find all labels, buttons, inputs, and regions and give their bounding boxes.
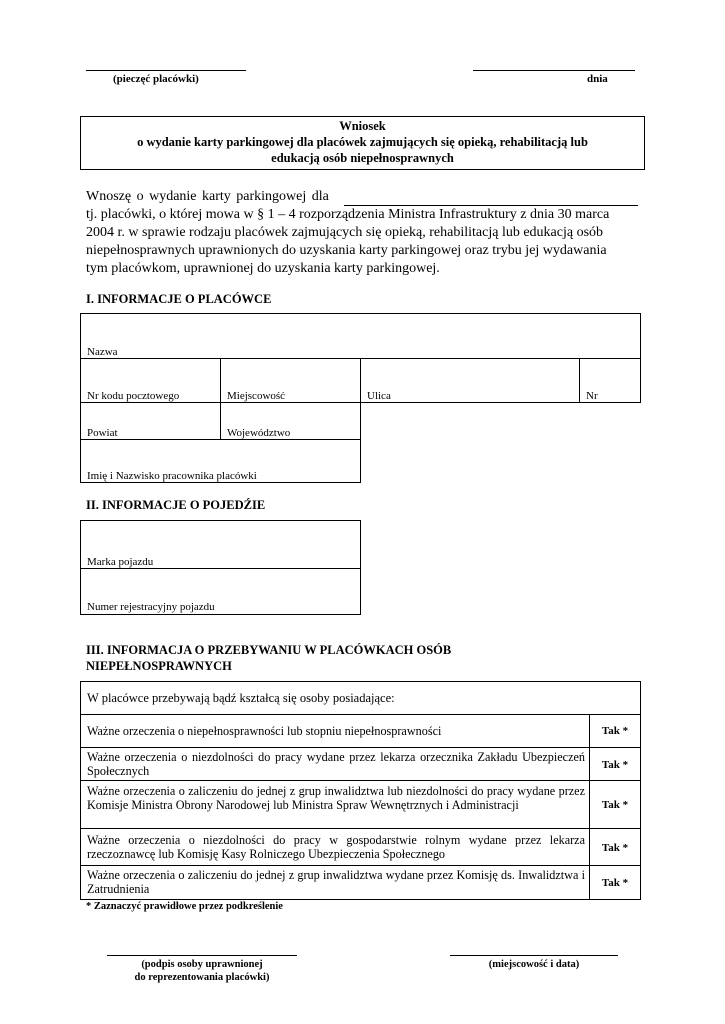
postal-code-field[interactable]: [80, 358, 221, 403]
section3-intro-text: W placówce przebywają bądź kształcą się osoby posiadające:: [87, 691, 395, 705]
yes-label: Tak *: [601, 877, 629, 889]
stamp-line: [86, 70, 246, 71]
title-box: [80, 116, 645, 170]
section3-intro-cell: [80, 681, 641, 715]
intro-line-2: tj. placówki, o której mowa w § 1 – 4 rozporządzenia Ministra Infrastruktury z dnia 30 marca: [86, 207, 610, 222]
condition-text: Ważne orzeczenia o niezdolności do pracy w gospodarstwie rolnym wydane przez lekarza rzeczoznawcę lub Komisję Kasy Rolniczego Ubezpieczenia Społecznego: [87, 833, 585, 861]
registration-number-label: Numer rejestracyjny pojazdu: [87, 601, 215, 613]
voivodeship-field[interactable]: [220, 402, 361, 440]
condition-text: Ważne orzeczenia o zaliczeniu do jednej z grup inwalidztwa wydane przez Komisję ds. Inwalidztwa i Zatrudnienia: [87, 868, 585, 896]
intro-line-5: tym placówkom, uprawnionej do uzyskania karty parkingowej.: [86, 261, 440, 276]
yes-label: Tak *: [601, 842, 629, 854]
condition-row: [80, 828, 590, 866]
section2-heading: II. INFORMACJE O POJEDŹIE: [86, 498, 266, 512]
place-date-line: [450, 955, 618, 956]
condition-text: Ważne orzeczenia o zaliczeniu do jednej z grup inwalidztwa lub niezdolności do pracy wydane przez Komisje Ministra Obrony Narodowej lub Ministra Spraw Wewnętrznych i Administracji: [87, 784, 585, 812]
section3-heading-line-2: NIEPEŁNOSPRAWNYCH: [86, 659, 232, 673]
employee-name-field[interactable]: [80, 439, 361, 483]
city-label: Miejscowość: [227, 390, 286, 402]
vehicle-make-field[interactable]: [80, 520, 361, 569]
condition-text: Ważne orzeczenia o niezdolności do pracy wydane przez lekarza orzecznika Zakładu Ubezpieczeń Społecznych: [87, 750, 585, 778]
yes-label: Tak *: [601, 759, 629, 771]
condition-row: [80, 714, 590, 748]
place-date-label: (miejscowość i data): [488, 959, 580, 970]
yes-option[interactable]: [589, 828, 641, 866]
footnote: * Zaznaczyć prawidłowe przez podkreślenie: [86, 901, 283, 912]
intro-line-3: 2004 r. w sprawie rodzaju placówek zajmujących się opieką, rehabilitacją lub edukacją osób: [86, 225, 604, 240]
title-line-2: o wydanie karty parkingowej dla placówek zajmujących się opieką, rehabilitacją lub: [137, 135, 588, 149]
date-line: [473, 70, 635, 71]
voivodeship-label: Województwo: [227, 427, 291, 439]
number-label: Nr: [586, 390, 598, 402]
street-field[interactable]: [360, 358, 580, 403]
postal-code-label: Nr kodu pocztowego: [87, 390, 180, 402]
name-field[interactable]: [80, 313, 641, 359]
section3-heading-line-1: III. INFORMACJA O PRZEBYWANIU W PLACÓWKACH OSÓB: [86, 643, 452, 657]
employee-name-label: Imię i Nazwisko pracownika placówki: [87, 470, 257, 482]
intro-line-1: Wnoszę o wydanie karty parkingowej dla: [86, 189, 329, 204]
condition-text: Ważne orzeczenia o niepełnosprawności lub stopniu niepełnosprawności: [87, 724, 442, 738]
yes-option[interactable]: [589, 714, 641, 748]
vehicle-make-label: Marka pojazdu: [87, 556, 154, 568]
stamp-label: (pieczęć placówki): [113, 73, 199, 85]
number-field[interactable]: [579, 358, 641, 403]
yes-label: Tak *: [601, 725, 629, 737]
yes-label: Tak *: [601, 799, 629, 811]
name-label: Nazwa: [87, 346, 118, 358]
intro-line-4: niepełnosprawnych uprawnionych do uzyskania karty parkingowej oraz trybu jej wydawania: [86, 243, 607, 258]
condition-row: [80, 865, 590, 900]
yes-option[interactable]: [589, 747, 641, 781]
street-label: Ulica: [367, 390, 391, 402]
yes-option[interactable]: [589, 780, 641, 829]
date-label: dnia: [587, 73, 608, 85]
title-line-3: edukacją osób niepełnosprawnych: [271, 151, 454, 165]
section1-heading: I. INFORMACJE O PLACÓWCE: [86, 292, 272, 306]
institution-fill-line: [344, 205, 638, 206]
condition-row: [80, 747, 590, 781]
signature-line: [107, 955, 297, 956]
condition-row: [80, 780, 590, 829]
yes-option[interactable]: [589, 865, 641, 900]
county-label: Powiat: [87, 427, 118, 439]
signature-label-line-2: do reprezentowania placówki): [134, 972, 270, 983]
city-field[interactable]: [220, 358, 361, 403]
county-field[interactable]: [80, 402, 221, 440]
signature-label-line-1: (podpis osoby uprawnionej: [141, 959, 263, 970]
registration-number-field[interactable]: [80, 568, 361, 615]
title-line-1: Wniosek: [339, 119, 386, 133]
